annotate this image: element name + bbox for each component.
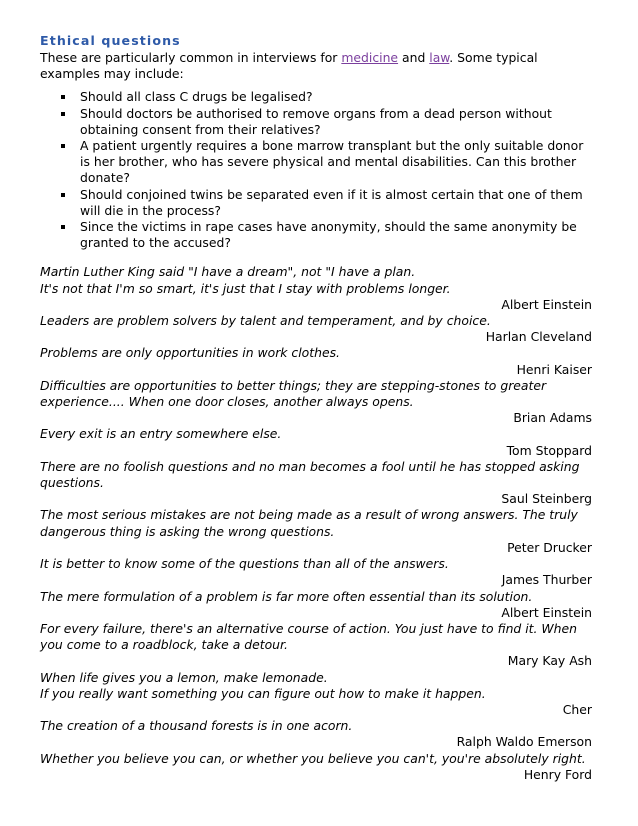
square-bullet-icon — [61, 95, 65, 99]
quote-text: When life gives you a lemon, make lemonade. — [40, 669, 328, 685]
quote-author: Albert Einstein — [501, 604, 592, 620]
square-bullet-icon — [61, 144, 65, 148]
quote-author: Brian Adams — [513, 410, 592, 426]
quote-text: The most serious mistakes are not being made as a result of wrong answers. The truly dangerous thing is asking the wrong questions. — [40, 507, 578, 539]
quote-text: The creation of a thousand forests is in one acorn. — [40, 718, 353, 734]
intro-paragraph — [40, 50, 592, 82]
quote-author: Mary Kay Ash — [507, 653, 592, 669]
question-text: Since the victims in rape cases have anonymity, should the same anonymity be granted to the accused? — [80, 219, 577, 251]
quote-author: Henry Ford — [523, 766, 592, 782]
quotes-section — [40, 264, 592, 783]
intro-text: These are particularly common in interviews for — [40, 50, 342, 65]
quote-author: Albert Einstein — [501, 296, 592, 312]
quote-author: James Thurber — [501, 572, 592, 588]
quote-text: It is better to know some of the questions than all of the answers. — [40, 556, 449, 572]
quote-author: Saul Steinberg — [501, 491, 592, 507]
quote-author: Henri Kaiser — [516, 361, 592, 377]
list-item — [80, 219, 592, 251]
quote-text: Difficulties are opportunities to better things; they are stepping-stones to greater experience.... When one door closes, another always opens. — [40, 377, 547, 410]
quote-author: Ralph Waldo Emerson — [456, 734, 592, 750]
list-item — [80, 106, 592, 138]
quote-text: Leaders are problem solvers by talent and temperament, and by choice. — [40, 313, 491, 329]
quote-author: Cher — [562, 701, 592, 717]
intro-text: and — [398, 50, 430, 65]
list-item — [80, 138, 592, 187]
square-bullet-icon — [61, 193, 65, 197]
questions-list — [40, 89, 592, 251]
quote-text: If you really want something you can figure out how to make it happen. — [40, 685, 486, 701]
list-item — [80, 187, 592, 219]
question-text: Should conjoined twins be separated even if it is almost certain that one of them will die in the process? — [80, 186, 583, 218]
list-item — [80, 89, 592, 105]
square-bullet-icon — [61, 112, 65, 116]
question-text: A patient urgently requires a bone marrow transplant but the only suitable donor is her brother, who has severe physical and mental disabilities. Can this brother donate? — [80, 138, 584, 186]
quote-text: Problems are only opportunities in work clothes. — [40, 345, 340, 361]
question-text: Should doctors be authorised to remove organs from a dead person without obtaining consent from their relatives? — [80, 105, 552, 137]
quote-text: There are no foolish questions and no man becomes a fool until he has stopped asking questions. — [40, 458, 580, 491]
medicine-link[interactable]: medicine — [341, 50, 399, 65]
quote-author: Tom Stoppard — [506, 442, 592, 458]
section-heading: Ethical questions — [40, 33, 181, 48]
quote-text: For every failure, there's an alternative course of action. You just have to find it. When you come to a roadblock, take a detour. — [40, 620, 577, 653]
quote-author: Harlan Cleveland — [485, 329, 592, 345]
question-text: Should all class C drugs be legalised? — [80, 89, 313, 105]
document-page — [40, 31, 592, 783]
law-link[interactable]: law — [429, 50, 450, 65]
square-bullet-icon — [61, 225, 65, 229]
quote-text: Martin Luther King said "I have a dream", not "I have a plan. — [40, 264, 416, 280]
quote-text: Every exit is an entry somewhere else. — [40, 426, 282, 442]
quote-text: It's not that I'm so smart, it's just that I stay with problems longer. — [40, 280, 451, 296]
quote-text: Whether you believe you can, or whether you believe you can't, you're absolutely right. — [40, 750, 586, 766]
intro-text: . Some typical examples may include: — [40, 50, 538, 82]
quote-text: The mere formulation of a problem is far more often essential than its solution. — [40, 588, 533, 604]
quote-author: Peter Drucker — [507, 539, 592, 555]
